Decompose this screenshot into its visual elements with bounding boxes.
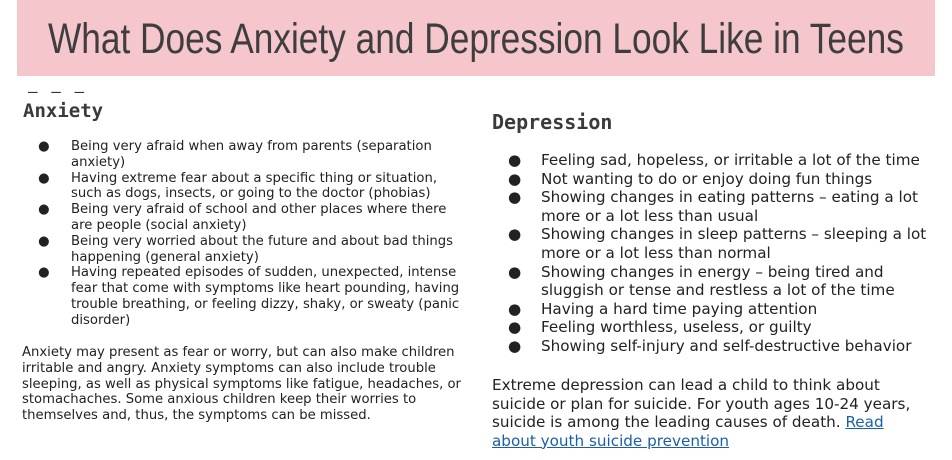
- list-item-text: Being very worried about the future and about bad things happening (general anxiety): [71, 233, 453, 265]
- list-item: [508, 225, 928, 262]
- depression-heading: Depression: [492, 110, 613, 134]
- list-item-text: Showing changes in eating patterns – eating a lot more or a lot less than usual: [541, 188, 919, 225]
- list-item: [38, 265, 468, 328]
- bullet-icon: ●: [38, 265, 50, 281]
- anxiety-heading: Anxiety: [23, 100, 104, 122]
- bullet-icon: ●: [508, 299, 522, 318]
- list-item: [508, 337, 928, 356]
- decorative-dashes: — — —: [28, 82, 87, 101]
- list-item: [38, 171, 468, 203]
- list-item-text: Being very afraid of school and other places where there are people (social anxiety): [71, 202, 447, 233]
- list-item-text: Feeling sad, hopeless, or irritable a lot of the time: [541, 151, 920, 169]
- bullet-icon: ●: [38, 139, 50, 154]
- list-item: [508, 151, 928, 170]
- bullet-icon: ●: [508, 169, 522, 188]
- anxiety-symptom-list: [38, 139, 468, 329]
- list-item-text: Not wanting to do or enjoy doing fun things: [541, 169, 873, 188]
- depression-paragraph-text: Extreme depression can lead a child to think about suicide or plan for suicide. For youth ages 10-24 years, suicide is among the leading causes of death.: [492, 376, 911, 432]
- bullet-icon: ●: [508, 336, 522, 355]
- list-item: [508, 170, 928, 189]
- list-item-text: Feeling worthless, useless, or guilty: [541, 318, 812, 337]
- bullet-icon: ●: [508, 151, 522, 169]
- list-item: [508, 263, 928, 300]
- list-item-text: Having extreme fear about a specific thing or situation, such as dogs, insects, or going to the doctor (phobias): [71, 170, 438, 202]
- list-item: [38, 139, 468, 171]
- list-item-text: Showing changes in sleep patterns – sleeping a lot more or a lot less than normal: [541, 225, 927, 262]
- list-item-text: Being very afraid when away from parents (separation anxiety): [71, 139, 432, 170]
- bullet-icon: ●: [38, 202, 50, 218]
- list-item-text: Showing self-injury and self-destructive behavior: [541, 336, 912, 355]
- bullet-icon: ●: [508, 262, 522, 281]
- list-item-text: Having a hard time paying attention: [541, 299, 818, 318]
- list-item: [38, 202, 468, 234]
- bullet-icon: ●: [38, 170, 50, 186]
- list-item-text: Having repeated episodes of sudden, unexpected, intense fear that come with symptoms like heart pounding, having trouble breathing, or feeling dizzy, shaky, or sweaty (panic disorder): [71, 265, 460, 328]
- bullet-icon: ●: [38, 233, 50, 249]
- depression-symptom-list: [508, 151, 928, 356]
- list-item: [508, 318, 928, 337]
- bullet-icon: ●: [508, 188, 522, 207]
- list-item: [38, 234, 468, 266]
- anxiety-paragraph: Anxiety may present as fear or worry, but can also make children irritable and angry. Anxiety symptoms can also include trouble sleeping, as well as physical symptoms like fatigue, headaches, or stomachaches. Some anxious children keep their worries to themselves and, thus, the symptoms can be missed.: [22, 345, 461, 424]
- list-item-text: Showing changes in energy – being tired and sluggish or tense and restless a lot of the time: [541, 262, 895, 300]
- depression-paragraph: [492, 376, 932, 450]
- page-title: What Does Anxiety and Depression Look Like in Teens: [48, 14, 904, 63]
- youth-suicide-prevention-link[interactable]: Read about youth suicide prevention: [492, 413, 884, 450]
- bullet-icon: ●: [508, 318, 522, 337]
- list-item: [508, 300, 928, 319]
- list-item: [508, 188, 928, 225]
- bullet-icon: ●: [508, 225, 522, 244]
- title-banner: [17, 0, 935, 76]
